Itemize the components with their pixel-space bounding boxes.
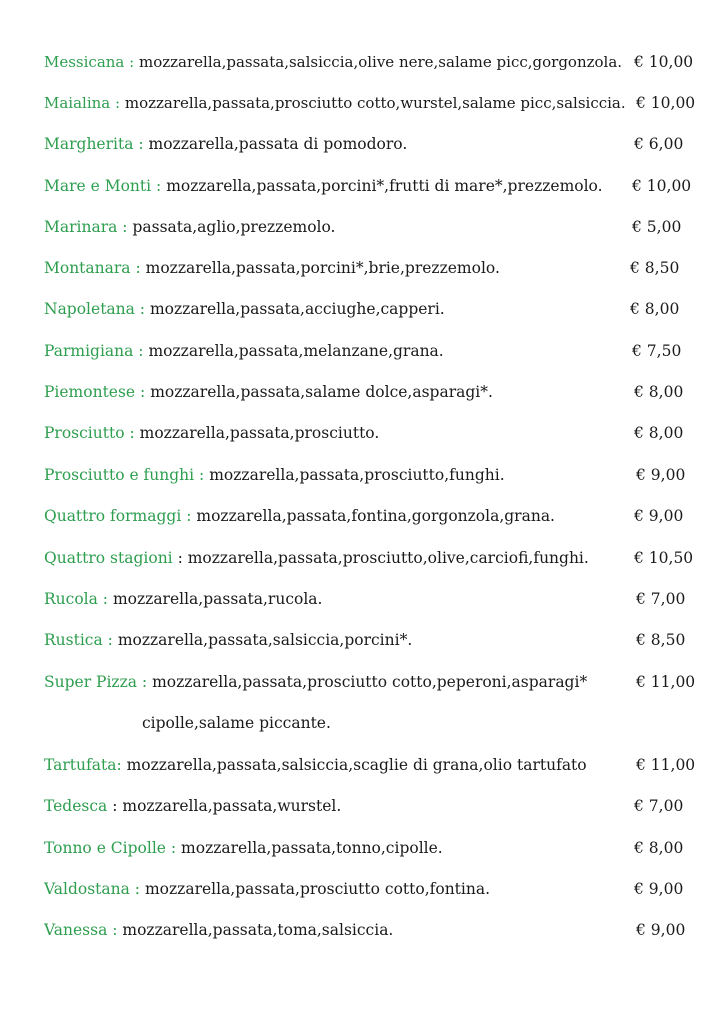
item-price: € 10,00 [632,177,692,195]
item-ingredients: mozzarella,passata,prosciutto cotto,wurstel,salame picc,salsiccia. [124,94,626,112]
menu-item-super-pizza [44,667,724,697]
item-ingredients: mozzarella,passata,tonno,cipolle. [181,839,443,857]
item-name: Valdostana : [44,880,141,898]
item-price: € 9,00 [634,507,684,525]
item-ingredients: mozzarella,passata,prosciutto. [139,424,380,442]
item-price: € 7,50 [632,342,682,360]
item-ingredients: mozzarella,passata,fontina,gorgonzola,grana. [196,507,555,525]
item-price: € 8,00 [630,300,680,318]
item-name: Piemontese : [44,383,146,401]
item-name: Tedesca [44,797,108,815]
item-name: Maialina : [44,94,121,112]
menu-item-marinara [44,212,724,242]
item-name: Messicana : [44,53,135,71]
menu-item-tartufata [44,750,724,780]
menu-item-maialina [44,88,724,118]
menu-item-tedesca [44,791,724,821]
menu-item-margherita [44,129,724,159]
item-name: Super Pizza : [44,673,148,691]
menu-item-napoletana [44,294,724,324]
item-name: Prosciutto e funghi : [44,466,205,484]
item-name: Margherita : [44,135,144,153]
menu-item-prosciutto-e-funghi [44,460,724,490]
item-price: € 8,50 [636,631,686,649]
item-name: Rustica : [44,631,113,649]
item-name: Prosciutto : [44,424,135,442]
item-price: € 7,00 [634,797,684,815]
item-price: € 10,00 [636,94,696,112]
menu-item-vanessa [44,915,724,945]
item-price: € 8,00 [634,839,684,857]
item-price: € 10,50 [634,549,694,567]
menu-item-quattro-stagioni [44,543,724,573]
item-ingredients: mozzarella,passata,porcini*,brie,prezzemolo. [145,259,500,277]
item-ingredients: passata,aglio,prezzemolo. [132,218,336,236]
item-price: € 10,00 [634,53,694,71]
item-name: Marinara : [44,218,128,236]
item-price: € 9,00 [634,880,684,898]
item-ingredients: mozzarella,passata,toma,salsiccia. [122,921,394,939]
item-price: € 9,00 [636,466,686,484]
item-name: Rucola : [44,590,109,608]
menu-item-mare-e-monti [44,171,724,201]
item-ingredients: mozzarella,passata,prosciutto cotto,fontina. [144,880,491,898]
item-name: Tartufata: [44,756,122,774]
item-price: € 8,00 [634,383,684,401]
menu-item-parmigiana [44,336,724,366]
menu-item-prosciutto [44,418,724,448]
item-name: Tonno e Cipolle : [44,839,177,857]
menu-item-piemontese [44,377,724,407]
menu-item-quattro-formaggi [44,501,724,531]
super-pizza-ingredients-continued: cipolle,salame piccante. [142,714,331,732]
item-name: Quattro formaggi : [44,507,192,525]
item-price: € 8,00 [634,424,684,442]
item-name: Parmigiana : [44,342,144,360]
item-ingredients: mozzarella,passata di pomodoro. [148,135,408,153]
menu-item-valdostana [44,874,724,904]
item-price: € 6,00 [634,135,684,153]
item-ingredients: mozzarella,passata,salsiccia,olive nere,salame picc,gorgonzola. [138,53,623,71]
item-ingredients: : mozzarella,passata,wurstel. [112,797,342,815]
item-name: Vanessa : [44,921,118,939]
item-ingredients: mozzarella,passata,melanzane,grana. [148,342,444,360]
item-ingredients: : mozzarella,passata,prosciutto,olive,carciofi,funghi. [177,549,589,567]
menu-item-montanara [44,253,724,283]
item-price: € 11,00 [636,756,696,774]
item-ingredients: mozzarella,passata,prosciutto cotto,peperoni,asparagi* [152,673,588,691]
item-price: € 7,00 [636,590,686,608]
item-ingredients: mozzarella,passata,acciughe,capperi. [149,300,445,318]
item-name: Quattro stagioni [44,549,173,567]
item-price: € 5,00 [632,218,682,236]
item-price: € 8,50 [630,259,680,277]
item-ingredients: mozzarella,passata,salame dolce,asparagi*. [150,383,493,401]
item-name: Montanara : [44,259,141,277]
item-ingredients: mozzarella,passata,rucola. [112,590,323,608]
item-price: € 9,00 [636,921,686,939]
item-ingredients: mozzarella,passata,salsiccia,scaglie di grana,olio tartufato [126,756,587,774]
menu-item-rustica [44,625,724,655]
item-name: Napoletana : [44,300,146,318]
menu-item-messicana [44,47,724,77]
menu-item-rucola [44,584,724,614]
item-price: € 11,00 [636,673,696,691]
menu-item-tonno-e-cipolle [44,833,724,863]
item-name: Mare e Monti : [44,177,162,195]
item-ingredients: mozzarella,passata,salsiccia,porcini*. [117,631,413,649]
item-ingredients: mozzarella,passata,prosciutto,funghi. [209,466,505,484]
item-ingredients: mozzarella,passata,porcini*,frutti di mare*,prezzemolo. [166,177,603,195]
